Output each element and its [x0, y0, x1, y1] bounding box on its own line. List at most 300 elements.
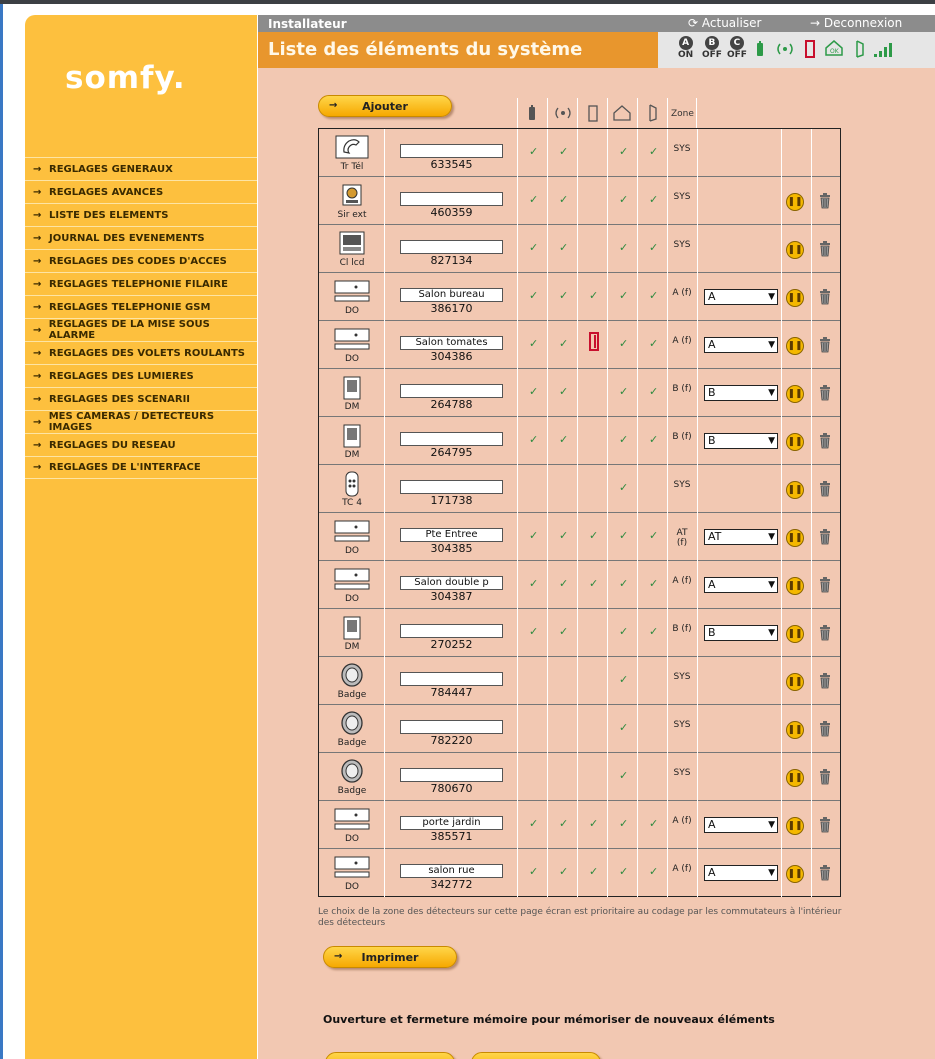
col-divider [607, 801, 608, 849]
zone-label: A (f) [672, 288, 692, 298]
trash-icon[interactable] [819, 673, 831, 689]
col-divider [667, 753, 668, 801]
col-divider [811, 177, 812, 225]
chevron-down-icon: ▼ [768, 580, 775, 590]
col-divider [547, 513, 548, 561]
zone-label: A (f) [672, 816, 692, 826]
device-icon-cell [321, 759, 383, 799]
col-divider [811, 225, 812, 273]
zone-label: SYS [673, 480, 691, 490]
tamper-icon [648, 104, 658, 122]
zone-select[interactable] [704, 337, 778, 353]
col-divider [384, 753, 385, 801]
arrow-right-icon: → [33, 393, 42, 405]
trash-icon[interactable] [819, 433, 831, 449]
pause-icon: ❚❚ [787, 773, 803, 783]
device-id: 264788 [430, 398, 473, 411]
trash-icon[interactable] [819, 721, 831, 737]
check-icon: ✓ [619, 433, 629, 446]
table-row [319, 129, 840, 177]
add-button-label: Ajouter [362, 100, 408, 113]
check-icon: ✓ [589, 817, 599, 830]
device-name-field[interactable] [400, 672, 503, 686]
arrow-right-icon: → [33, 416, 42, 428]
zone-select[interactable] [704, 289, 778, 305]
table-row [319, 657, 840, 705]
device-icon-cell [321, 135, 383, 175]
sidebar-item-12[interactable] [25, 433, 257, 456]
col-divider [697, 801, 698, 849]
col-divider [697, 849, 698, 897]
sidebar-item-5[interactable] [25, 272, 257, 295]
col-divider [637, 369, 638, 417]
check-icon: ✓ [649, 817, 659, 830]
sidebar-item-label: REGLAGES DES SCENARII [49, 393, 191, 405]
sidebar-item-2[interactable] [25, 203, 257, 226]
zone-c-icon: C [730, 36, 744, 50]
check-icon: ✓ [619, 481, 629, 494]
arrow-right-icon: → [33, 232, 42, 244]
check-icon: ✓ [649, 145, 659, 158]
trash-icon[interactable] [819, 385, 831, 401]
col-divider [547, 849, 548, 897]
col-divider [517, 417, 518, 465]
pause-icon: ❚❚ [787, 629, 803, 639]
pause-icon: ❚❚ [787, 197, 803, 207]
trash-icon[interactable] [819, 481, 831, 497]
sidebar-item-8[interactable] [25, 341, 257, 364]
arrow-right-icon: → [33, 186, 42, 198]
trash-icon[interactable] [819, 289, 831, 305]
col-divider [667, 801, 668, 849]
trash-icon[interactable] [819, 625, 831, 641]
device-type: DO [344, 546, 359, 556]
col-divider [384, 417, 385, 465]
arrow-right-icon: → [33, 324, 42, 336]
pause-icon: ❚❚ [787, 533, 803, 543]
check-icon: ✓ [559, 337, 569, 350]
zone-label: SYS [673, 144, 691, 154]
sidebar-item-13[interactable] [25, 456, 257, 479]
device-id: 386170 [430, 302, 473, 315]
col-divider [607, 369, 608, 417]
col-divider [384, 273, 385, 321]
check-icon: ✓ [559, 241, 569, 254]
zone-select[interactable] [704, 529, 778, 545]
device-id: 633545 [430, 158, 473, 171]
check-icon: ✓ [619, 193, 629, 206]
pause-button[interactable] [786, 625, 804, 643]
col-divider [811, 657, 812, 705]
col-divider [637, 513, 638, 561]
sidebar-item-1[interactable] [25, 180, 257, 203]
col-divider [577, 273, 578, 321]
col-divider [547, 465, 548, 513]
device-name-field[interactable]: porte jardin [400, 816, 503, 830]
sidebar-item-label: REGLAGES DU RESEAU [49, 439, 176, 451]
device-name-field[interactable] [400, 768, 503, 782]
device-icon-cell [321, 471, 383, 511]
check-icon: ✓ [529, 625, 539, 638]
zone-select-value: AT [708, 530, 722, 543]
table-row [319, 417, 840, 465]
page-title: Liste des éléments du système [268, 39, 583, 60]
device-icon [340, 192, 364, 211]
device-name-field[interactable]: Salon double p [400, 576, 503, 590]
col-divider [781, 321, 782, 369]
check-icon: ✓ [529, 577, 539, 590]
col-divider [384, 705, 385, 753]
col-divider [811, 369, 812, 417]
memory-open-button[interactable] [325, 1052, 455, 1059]
check-icon: ✓ [559, 625, 569, 638]
device-name-field[interactable]: Salon tomates [400, 336, 503, 350]
add-button[interactable] [318, 95, 452, 117]
col-divider [607, 177, 608, 225]
device-type: DM [344, 642, 360, 652]
col-home [607, 98, 637, 128]
device-name-field[interactable] [400, 720, 503, 734]
col-divider [667, 321, 668, 369]
col-divider [811, 753, 812, 801]
check-icon: ✓ [649, 241, 659, 254]
col-divider [607, 513, 608, 561]
col-divider [577, 177, 578, 225]
sidebar [25, 15, 257, 1059]
col-divider [781, 369, 782, 417]
zone-label: AT (f) [676, 528, 688, 548]
device-id: 264795 [430, 446, 473, 459]
pause-button[interactable] [786, 577, 804, 595]
device-id: 385571 [430, 830, 473, 843]
pause-button[interactable] [786, 433, 804, 451]
pause-button[interactable] [786, 769, 804, 787]
chevron-down-icon: ▼ [768, 436, 775, 446]
device-name-field[interactable] [400, 240, 503, 254]
device-name-field[interactable] [400, 144, 503, 158]
check-icon: ✓ [559, 577, 569, 590]
trash-icon[interactable] [819, 817, 831, 833]
col-divider [811, 513, 812, 561]
check-icon: ✓ [649, 433, 659, 446]
col-divider [384, 657, 385, 705]
col-divider [697, 657, 698, 705]
check-icon: ✓ [649, 385, 659, 398]
table-row [319, 273, 840, 321]
pause-button[interactable] [786, 193, 804, 211]
memory-section-title: Ouverture et fermeture mémoire pour mémoriser de nouveaux éléments [323, 1013, 775, 1026]
col-divider [637, 657, 638, 705]
col-divider [697, 177, 698, 225]
trash-icon[interactable] [819, 529, 831, 545]
device-name-field[interactable]: Pte Entree [400, 528, 503, 542]
col-divider [547, 369, 548, 417]
zone-label: SYS [673, 672, 691, 682]
trash-icon[interactable] [819, 577, 831, 593]
col-divider [811, 321, 812, 369]
col-divider [547, 225, 548, 273]
sidebar-item-11[interactable] [25, 410, 257, 433]
check-icon: ✓ [649, 193, 659, 206]
memory-close-button[interactable] [471, 1052, 601, 1059]
col-divider [384, 465, 385, 513]
pause-button[interactable] [786, 529, 804, 547]
device-name-field[interactable] [400, 624, 503, 638]
col-divider [577, 417, 578, 465]
door-open-icon [589, 332, 599, 352]
sidebar-item-label: REGLAGES DE LA MISE SOUS ALARME [48, 319, 210, 341]
device-icon-cell [321, 711, 383, 751]
device-icon-cell [321, 519, 383, 559]
zone-select[interactable] [704, 385, 778, 401]
col-divider [697, 129, 698, 177]
check-icon: ✓ [649, 625, 659, 638]
col-divider [384, 513, 385, 561]
logout-link[interactable] [810, 16, 902, 30]
col-divider [697, 225, 698, 273]
chevron-down-icon: ▼ [768, 628, 775, 638]
col-divider [517, 561, 518, 609]
table-row [319, 225, 840, 273]
check-icon: ✓ [619, 337, 629, 350]
table-row [319, 321, 840, 369]
device-type: Badge [337, 786, 367, 796]
col-door [577, 98, 607, 128]
col-divider [637, 273, 638, 321]
sidebar-item-10[interactable] [25, 387, 257, 410]
col-divider [781, 657, 782, 705]
device-icon [335, 144, 369, 163]
col-divider [517, 465, 518, 513]
device-name-field[interactable] [400, 480, 503, 494]
check-icon: ✓ [589, 865, 599, 878]
pause-button[interactable] [786, 337, 804, 355]
col-divider [781, 417, 782, 465]
device-id: 780670 [430, 782, 473, 795]
sidebar-item-4[interactable] [25, 249, 257, 272]
pause-button[interactable] [786, 481, 804, 499]
pause-button[interactable] [786, 673, 804, 691]
col-divider [577, 801, 578, 849]
sidebar-item-label: REGLAGES DES CODES D'ACCES [49, 255, 227, 267]
col-divider [577, 561, 578, 609]
pause-button[interactable] [786, 289, 804, 307]
device-icon-cell [321, 231, 383, 271]
device-icon-cell [321, 327, 383, 367]
zone-select-value: A [708, 866, 716, 879]
col-divider [577, 705, 578, 753]
col-divider [547, 417, 548, 465]
check-icon: ✓ [589, 577, 599, 590]
sidebar-item-9[interactable] [25, 364, 257, 387]
device-icon-cell [321, 807, 383, 847]
check-icon: ✓ [559, 193, 569, 206]
col-divider [811, 561, 812, 609]
check-icon: ✓ [619, 721, 629, 734]
device-type: DO [344, 594, 359, 604]
col-divider [811, 465, 812, 513]
check-icon: ✓ [589, 289, 599, 302]
device-icon-cell [321, 423, 383, 463]
col-divider [607, 753, 608, 801]
col-divider [781, 753, 782, 801]
col-divider [577, 849, 578, 897]
chevron-down-icon: ▼ [768, 388, 775, 398]
device-icon-cell [321, 855, 383, 895]
chevron-down-icon: ▼ [768, 820, 775, 830]
check-icon: ✓ [619, 769, 629, 782]
zone-select[interactable] [704, 577, 778, 593]
trash-icon[interactable] [819, 865, 831, 881]
col-divider [384, 321, 385, 369]
col-divider [637, 129, 638, 177]
zone-c-state: OFF [727, 50, 747, 60]
check-icon: ✓ [619, 673, 629, 686]
check-icon: ✓ [559, 289, 569, 302]
device-id: 304387 [430, 590, 473, 603]
check-icon: ✓ [649, 577, 659, 590]
trash-icon[interactable] [819, 337, 831, 353]
home-icon [613, 105, 631, 121]
sidebar-item-0[interactable] [25, 157, 257, 180]
device-icon-cell [321, 183, 383, 223]
table-row [319, 705, 840, 753]
col-divider [667, 177, 668, 225]
battery-icon [528, 105, 536, 121]
col-divider [517, 225, 518, 273]
zone-b-state: OFF [702, 50, 722, 60]
zone-label: SYS [673, 192, 691, 202]
zone-select[interactable] [704, 625, 778, 641]
col-divider [637, 177, 638, 225]
pause-button[interactable] [786, 817, 804, 835]
col-divider [547, 753, 548, 801]
device-name-field[interactable] [400, 432, 503, 446]
logout-label: Deconnexion [823, 16, 903, 30]
sidebar-item-label: MES CAMERAS / DETECTEURS IMAGES [48, 411, 215, 433]
pause-icon: ❚❚ [787, 437, 803, 447]
col-divider [517, 177, 518, 225]
col-divider [637, 417, 638, 465]
zone-select[interactable] [704, 433, 778, 449]
trash-icon[interactable] [819, 769, 831, 785]
col-battery [517, 98, 547, 128]
col-divider [781, 609, 782, 657]
device-name-field[interactable]: salon rue [400, 864, 503, 878]
col-divider [811, 705, 812, 753]
sidebar-item-label: JOURNAL DES EVENEMENTS [49, 232, 205, 244]
device-id: 460359 [430, 206, 473, 219]
device-type: Cl lcd [339, 258, 365, 268]
col-divider [517, 849, 518, 897]
pause-icon: ❚❚ [787, 821, 803, 831]
arrow-right-icon: → [33, 255, 42, 267]
pause-button[interactable] [786, 241, 804, 259]
check-icon: ✓ [649, 529, 659, 542]
zone-select-value: A [708, 290, 716, 303]
device-id: 304385 [430, 542, 473, 555]
check-icon: ✓ [529, 385, 539, 398]
col-divider [547, 657, 548, 705]
device-icon-cell [321, 663, 383, 703]
chevron-down-icon: ▼ [768, 868, 775, 878]
refresh-link[interactable] [688, 16, 761, 30]
col-radio [547, 98, 577, 128]
trash-icon[interactable] [819, 193, 831, 209]
check-icon: ✓ [619, 241, 629, 254]
col-divider [547, 321, 548, 369]
zone-select[interactable] [704, 865, 778, 881]
arrow-right-icon: → [33, 347, 42, 359]
col-divider [607, 225, 608, 273]
sidebar-item-7[interactable] [25, 318, 257, 341]
sidebar-item-3[interactable] [25, 226, 257, 249]
sidebar-item-6[interactable] [25, 295, 257, 318]
col-divider [607, 321, 608, 369]
col-divider [517, 321, 518, 369]
zone-select-value: A [708, 818, 716, 831]
zone-label: SYS [673, 720, 691, 730]
col-divider [607, 561, 608, 609]
pause-icon: ❚❚ [787, 389, 803, 399]
check-icon: ✓ [619, 145, 629, 158]
chevron-down-icon: ▼ [768, 532, 775, 542]
home-icon [825, 40, 843, 56]
col-divider [781, 177, 782, 225]
table-row [319, 849, 840, 897]
col-divider [517, 129, 518, 177]
check-icon: ✓ [619, 625, 629, 638]
check-icon: ✓ [649, 865, 659, 878]
sidebar-menu [25, 157, 257, 479]
col-divider [697, 417, 698, 465]
print-button[interactable] [323, 946, 457, 968]
trash-icon[interactable] [819, 241, 831, 257]
table-row [319, 609, 840, 657]
device-name-field[interactable]: Salon bureau [400, 288, 503, 302]
pause-button[interactable] [786, 385, 804, 403]
col-divider [547, 273, 548, 321]
device-name-field[interactable] [400, 384, 503, 398]
device-type: DM [344, 402, 360, 412]
col-divider [384, 129, 385, 177]
check-icon: ✓ [529, 529, 539, 542]
device-id: 304386 [430, 350, 473, 363]
col-divider [577, 609, 578, 657]
print-button-label: Imprimer [361, 951, 419, 964]
check-icon: ✓ [649, 289, 659, 302]
col-divider [697, 273, 698, 321]
device-name-field[interactable] [400, 192, 503, 206]
col-divider [781, 225, 782, 273]
sidebar-item-label: REGLAGES DE L'INTERFACE [49, 462, 201, 473]
battery-icon [756, 41, 764, 57]
pause-button[interactable] [786, 865, 804, 883]
pause-icon: ❚❚ [787, 677, 803, 687]
col-divider [637, 801, 638, 849]
col-zone [667, 98, 697, 128]
col-divider [637, 849, 638, 897]
door-open-icon [805, 40, 815, 58]
sidebar-item-label: REGLAGES TELEPHONIE FILAIRE [49, 278, 228, 290]
pause-button[interactable] [786, 721, 804, 739]
col-divider [607, 705, 608, 753]
table-row [319, 177, 840, 225]
zone-select[interactable] [704, 817, 778, 833]
col-divider [607, 465, 608, 513]
col-divider [697, 513, 698, 561]
arrow-right-icon: → [33, 439, 42, 451]
